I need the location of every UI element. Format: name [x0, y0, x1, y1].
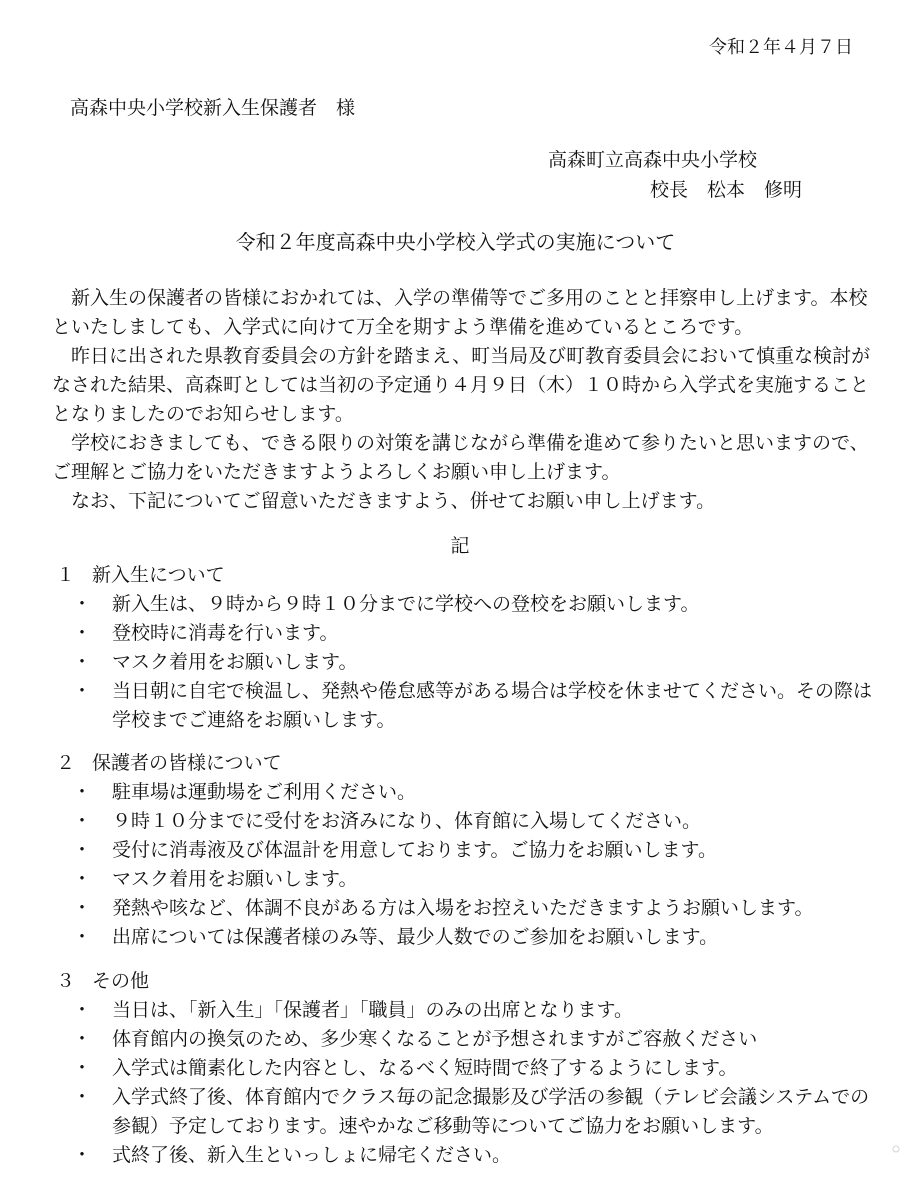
list-item: ・ 新入生は、９時から９時１０分までに学校への登校をお願いします。 — [52, 590, 892, 619]
sender-principal: 校長 松本 修明 — [650, 179, 803, 201]
section-other — [52, 966, 892, 1170]
intro-paragraph-4: なお、下記についてご留意いただきますよう、併せてお願い申し上げます。 — [71, 490, 716, 512]
scan-speck-icon — [889, 1142, 903, 1156]
bullet-mark: ・ — [72, 1028, 92, 1050]
list-item: ・ 体育館内の換気のため、多少寒くなることが予想されますがご容赦ください — [52, 1025, 892, 1054]
section-items — [52, 996, 892, 1170]
list-item: ・ ９時１０分までに受付をお済みになり、体育館に入場してください。 — [52, 807, 892, 836]
list-item: ・ 入学式終了後、体育館内でクラス毎の記念撮影及び学活の参観（テレビ会議システムでの参観）予定しております。速やかなご移動等についてご協力をお願いします。 — [52, 1083, 892, 1141]
issue-date: 令和２年４月７日 — [709, 37, 853, 58]
addressee: 高森中央小学校新入生保護者 様 — [70, 97, 356, 119]
bullet-mark: ・ — [72, 1144, 92, 1166]
intro-paragraph-2: 昨日に出された県教育委員会の方針を踏まえ、町当局及び町教育委員会において慎重な検討がなされた結果、高森町としては当初の予定通り４月９日（木）１０時から入学式を実施することとなりましたのでお知らせします。 — [52, 345, 871, 425]
bullet-mark: ・ — [72, 680, 92, 702]
section-number: ２ — [56, 752, 76, 774]
bullet-mark: ・ — [72, 926, 92, 948]
list-item: ・ 式終了後、新入生といっしょに帰宅ください。 — [52, 1141, 892, 1170]
section-title: 新入生について — [92, 564, 225, 586]
list-item: ・ 駐車場は運動場をご利用ください。 — [52, 778, 892, 807]
section-guardians — [52, 748, 892, 952]
bullet-mark: ・ — [72, 1057, 92, 1079]
section-heading — [52, 560, 892, 590]
list-item: ・ 登校時に消毒を行います。 — [52, 619, 892, 648]
bullet-mark: ・ — [72, 651, 92, 673]
ki-heading: 記 — [450, 535, 470, 557]
bullet-mark: ・ — [72, 897, 92, 919]
bullet-mark: ・ — [72, 1086, 92, 1108]
section-new-students — [52, 560, 892, 735]
section-number: ３ — [56, 970, 76, 992]
bullet-mark: ・ — [72, 810, 92, 832]
list-item: ・ 出席については保護者様のみ等、最少人数でのご参加をお願いします。 — [52, 923, 892, 952]
section-heading — [52, 748, 892, 778]
section-items — [52, 590, 892, 735]
list-item: ・ マスク着用をお願いします。 — [52, 865, 892, 894]
list-item: ・ マスク着用をお願いします。 — [52, 648, 892, 677]
intro-paragraph-3: 学校におきましても、できる限りの対策を講じながら準備を進めて参りたいと思いますので、ご理解とご協力をいただきますようよろしくお願い申し上げます。 — [52, 432, 869, 483]
list-item: ・ 当日は、「新入生」「保護者」「職員」のみの出席となります。 — [52, 996, 892, 1025]
document-title: 令和２年度高森中央小学校入学式の実施について — [235, 230, 676, 254]
list-item: ・ 発熱や咳など、体調不良がある方は入場をお控えいただきますようお願いします。 — [52, 894, 892, 923]
bullet-mark: ・ — [72, 622, 92, 644]
section-title: その他 — [92, 970, 150, 992]
list-item: ・ 当日朝に自宅で検温し、発熱や倦怠感等がある場合は学校を休ませてください。その際は学校までご連絡をお願いします。 — [52, 677, 892, 735]
bullet-mark: ・ — [72, 593, 92, 615]
bullet-mark: ・ — [72, 839, 92, 861]
section-heading — [52, 966, 892, 996]
sender-school: 高森町立高森中央小学校 — [548, 149, 758, 171]
list-item: ・ 受付に消毒液及び体温計を用意しております。ご協力をお願いします。 — [52, 836, 892, 865]
intro-paragraph-1: 新入生の保護者の皆様におかれては、入学の準備等でご多用のことと拝察申し上げます。本校といたしましても、入学式に向けて万全を期すよう準備を進めているところです。 — [52, 287, 868, 338]
list-item: ・ 入学式は簡素化した内容とし、なるべく短時間で終了するようにします。 — [52, 1054, 892, 1083]
bullet-mark: ・ — [72, 868, 92, 890]
section-number: １ — [56, 564, 76, 586]
section-title: 保護者の皆様について — [92, 752, 282, 774]
bullet-mark: ・ — [72, 781, 92, 803]
bullet-mark: ・ — [72, 999, 92, 1021]
section-items — [52, 778, 892, 952]
